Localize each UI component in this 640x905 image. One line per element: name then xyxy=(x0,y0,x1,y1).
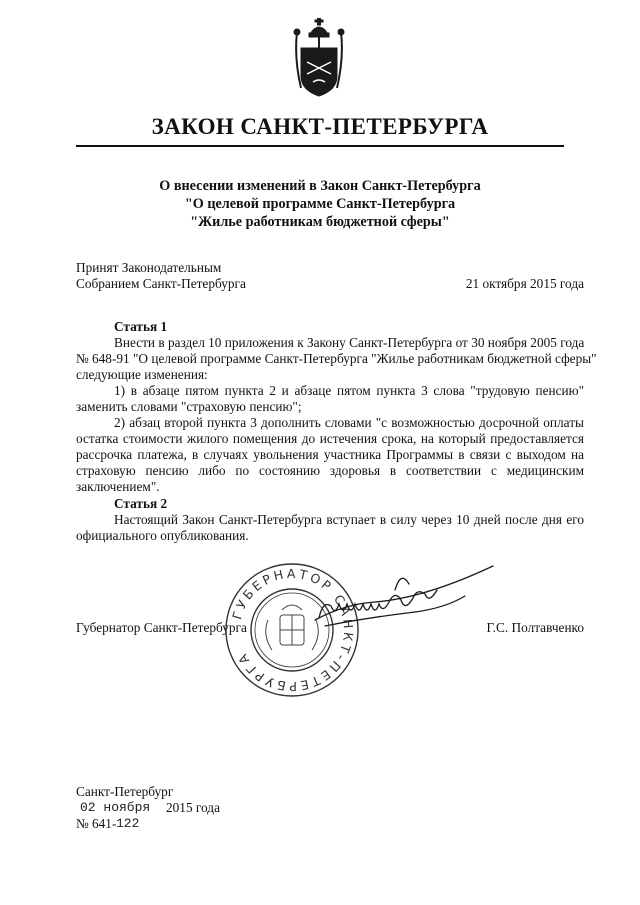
footer-number-prefix: № 641- xyxy=(76,816,117,831)
article-1-line: остатка стоимости жилого помещения до истечения срока, на который предоставляется xyxy=(76,431,584,446)
article-1-line: Внести в раздел 10 приложения к Закону Санкт-Петербурга от 30 ноября 2005 года xyxy=(114,335,585,350)
coat-of-arms-icon xyxy=(293,18,345,100)
article-2-line: официального опубликования. xyxy=(76,528,249,543)
adoption-line: Принят Законодательным xyxy=(76,260,222,275)
footer-city: Санкт-Петербург xyxy=(76,784,174,799)
article-1-line: заключением". xyxy=(76,479,160,494)
subtitle-line: О внесении изменений в Закон Санкт-Петербурга xyxy=(159,178,481,194)
footer-number-typed: 122 xyxy=(116,816,140,831)
article-1-line: рассрочка платежа, в случаях увольнения участника Программы в связи с выходом на xyxy=(76,447,584,462)
handwritten-signature xyxy=(305,560,495,638)
article-1-line: следующие изменения: xyxy=(76,367,208,382)
article-1-line: страховую пенсию либо по состоянию здоровья в соответствии с медицинским xyxy=(76,463,584,478)
article-2-heading: Статья 2 xyxy=(114,496,168,511)
article-1-line: № 648-91 "О целевой программе Санкт-Петербурга "Жилье работникам бюджетной сферы" xyxy=(76,351,597,366)
adoption-date: 21 октября 2015 года xyxy=(465,276,584,291)
governor-position: Губернатор Санкт-Петербурга xyxy=(76,620,247,635)
governor-name: Г.С. Полтавченко xyxy=(486,620,584,635)
subtitle-line: "Жилье работникам бюджетной сферы" xyxy=(190,214,450,230)
adoption-line: Собранием Санкт-Петербурга xyxy=(76,276,246,291)
footer-date-typed: 02 ноября xyxy=(80,800,151,815)
article-1-heading: Статья 1 xyxy=(114,319,168,334)
footer-year: 2015 года xyxy=(166,800,220,815)
article-1-line: 1) в абзаце пятом пункта 2 и абзаце пятом пункта 3 слова "трудовую пенсию" xyxy=(114,383,584,398)
seal-text-path: ГУБЕРНАТОР САНКТ-ПЕТЕРБУРГА xyxy=(229,565,357,695)
article-2-line: Настоящий Закон Санкт-Петербурга вступает в силу через 10 дней после дня его xyxy=(114,512,584,527)
article-1-line: заменить словами "страховую пенсию"; xyxy=(76,399,302,414)
article-1-line: 2) абзац второй пункта 3 дополнить словами "с возможностью досрочной оплаты xyxy=(114,415,584,430)
law-title: ЗАКОН САНКТ-ПЕТЕРБУРГА xyxy=(151,114,489,139)
subtitle-line: "О целевой программе Санкт-Петербурга xyxy=(184,196,456,212)
title-divider xyxy=(76,145,564,147)
